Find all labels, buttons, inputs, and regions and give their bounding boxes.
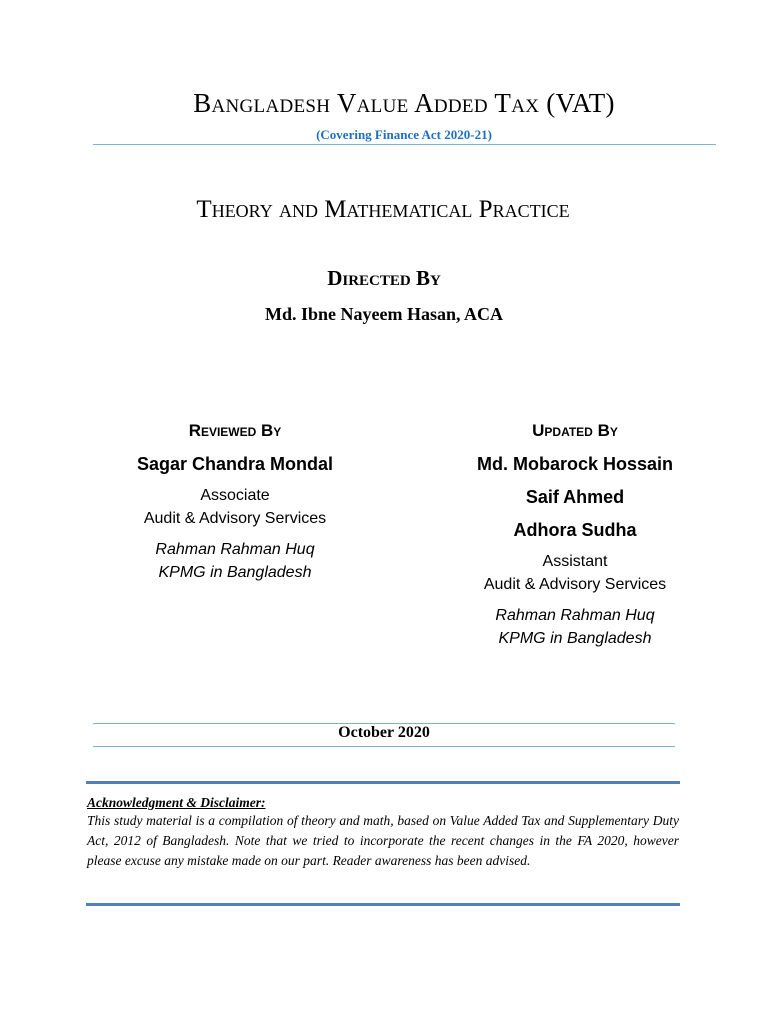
reviewer-role: Associate [200,487,270,504]
date-divider-bottom [93,746,675,747]
updater-name: Md. Mobarock Hossain [476,454,674,474]
reviewed-by-label: Reviewed By [188,421,282,440]
updater-name: Adhora Sudha [513,520,637,540]
reviewer-firm: Rahman Rahman Huq [155,541,315,558]
reviewer-department: Audit & Advisory Services [143,510,327,527]
disclaimer-divider-bottom [86,903,680,906]
directed-by-label: Directed By [327,266,441,290]
reviewer-firm-location: KPMG in Bangladesh [158,564,312,581]
updater-role: Assistant [542,553,608,570]
disclaimer-divider-top [86,781,680,784]
updated-by-label: Updated By [532,421,618,440]
updater-department: Audit & Advisory Services [483,576,667,593]
publication-date: October 2020 [338,724,430,741]
updated-by-section [415,419,735,650]
reviewed-by-section [75,419,395,584]
document-title: Bangladesh Value Added Tax (VAT) [193,88,615,118]
reviewer-name: Sagar Chandra Mondal [136,454,334,474]
title-divider [93,144,716,145]
director-name: Md. Ibne Nayeem Hasan, ACA [264,304,503,324]
updater-firm-location: KPMG in Bangladesh [498,630,652,647]
disclaimer-heading: Acknowledgment & Disclaimer: [87,795,266,810]
updater-name: Saif Ahmed [525,487,625,507]
updater-firm: Rahman Rahman Huq [495,607,655,624]
document-subtitle: (Covering Finance Act 2020-21) [316,127,492,142]
document-heading: Theory and Mathematical Practice [196,196,570,223]
disclaimer-text: This study material is a compilation of theory and math, based on Value Added Tax and Supplementary Duty Act, 2012 of Bangladesh. Note that we tried to incorporate the recent changes in the FA 2020, however please excuse any mistake made on our part. Reader awareness has been advised. [87,813,679,868]
